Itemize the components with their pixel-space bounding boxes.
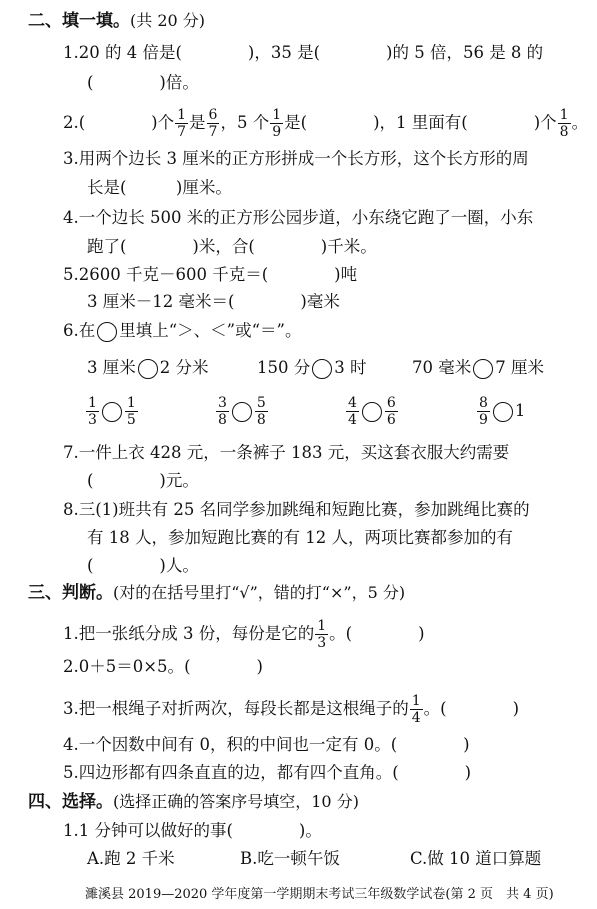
judge-item-3-num: 1 — [411, 693, 421, 709]
q6-r1c2-right: 3 时 — [334, 358, 367, 377]
q6-r2c1-b-num: 1 — [126, 395, 136, 411]
choice-q1-stem: 1.1 分钟可以做好的事( )。 — [63, 821, 322, 840]
section-3-note: (对的在括号里打“√”，错的打“×”，5 分) — [113, 583, 406, 602]
q2-fraction-2 — [207, 108, 220, 139]
q2-part2: 是 — [189, 113, 206, 132]
judge-item-3 — [63, 694, 519, 725]
section-4-note: (选择正确的答案序号填空，10 分) — [113, 792, 359, 811]
q5-line2: 3 厘米－12 毫米＝( )毫米 — [87, 292, 340, 311]
q6-compare-3 — [412, 357, 544, 379]
q2-part4: 是( )，1 里面有( )个 — [284, 113, 557, 132]
judge-item-3-text: 3.把一根绳子对折两次，每段长都是这根绳子的 — [63, 699, 409, 718]
answer-circle-icon[interactable] — [232, 402, 252, 422]
q6-r1c3-left: 70 毫米 — [412, 358, 472, 377]
q2-fraction-3 — [270, 108, 283, 139]
q6-r2c1-a-num: 1 — [88, 395, 97, 411]
answer-circle-icon[interactable] — [102, 402, 122, 422]
q2-part5: 。 — [571, 113, 589, 132]
answer-circle-icon[interactable] — [362, 402, 382, 422]
q6-r2c2-b — [255, 396, 268, 427]
q3-line1: 3.用两个边长 3 厘米的正方形拼成一个长方形，这个长方形的周 — [63, 149, 529, 168]
q4-line1: 4.一个边长 500 米的正方形公园步道，小东绕它跑了一圈，小东 — [63, 208, 534, 227]
q7-line2: ( )元。 — [87, 471, 199, 490]
q8-line3: ( )人。 — [87, 556, 199, 575]
q6-r2c1-b-den: 5 — [126, 412, 136, 428]
q6-r2c1-a — [86, 396, 99, 427]
q6-title — [63, 320, 302, 342]
judge-item-1-num: 1 — [317, 618, 327, 634]
choice-option-b[interactable]: B.吃一顿午饭 — [240, 849, 340, 868]
q2-f3-num: 1 — [272, 107, 282, 123]
judge-item-1 — [63, 619, 425, 650]
q6-r2c4-a-den: 9 — [479, 412, 488, 428]
q2-part1: 2.( )个 — [63, 113, 175, 132]
q8-line1: 8.三(1)班共有 25 名同学参加跳绳和短跑比赛，参加跳绳比赛的 — [63, 500, 530, 519]
q6-r2c2-a-den: 8 — [218, 412, 227, 428]
q6-r2c2-b-num: 5 — [256, 395, 266, 411]
judge-item-4-text: 4.一个因数中间有 0，积的中间也一定有 0。 — [63, 735, 391, 754]
q2-f2-den: 7 — [208, 124, 218, 140]
judge-item-3-den: 4 — [411, 710, 421, 726]
q6-r2c3-b — [385, 396, 398, 427]
answer-circle-icon[interactable] — [493, 402, 513, 422]
judge-item-2-text: 2.0＋5＝0×5。 — [63, 657, 185, 676]
q6-r2c2-a — [216, 396, 229, 427]
q6-compare-7 — [476, 396, 525, 427]
judge-item-1-bracket[interactable]: 。( ) — [329, 624, 425, 643]
q6-r2c4-a — [477, 396, 490, 427]
q4-line2: 跑了( )米，合( )千米。 — [87, 237, 377, 256]
q2-f4-den: 8 — [559, 124, 569, 140]
section-4-heading — [28, 791, 359, 813]
q6-r1c2-left: 150 分 — [257, 358, 311, 377]
q1-line1: 1.20 的 4 倍是( )，35 是( )的 5 倍，56 是 8 的 — [63, 43, 544, 62]
q6-title-rest: 里填上“＞、＜”或“＝”。 — [119, 321, 302, 340]
q6-compare-2 — [257, 357, 367, 379]
q6-r2c3-a-den: 4 — [348, 412, 357, 428]
q6-r1c1-right: 2 分米 — [159, 358, 209, 377]
page-footer: 濉溪县 2019—2020 学年度第一学期期末考试三年级数学试卷(第 2 页 共 4 页) — [85, 887, 554, 902]
compare-circle-icon — [97, 322, 117, 342]
q8-line2: 有 18 人，参加短跑比赛的有 12 人，两项比赛都参加的有 — [87, 528, 513, 547]
q2-f3-den: 9 — [272, 124, 282, 140]
section-3-title: 三、判断。 — [28, 583, 113, 603]
section-3-heading — [28, 582, 405, 604]
section-2-title: 二、填一填。 — [28, 11, 130, 31]
section-4-title: 四、选择。 — [28, 792, 113, 812]
q6-compare-5 — [215, 396, 269, 427]
q6-r2c1-a-den: 3 — [88, 412, 97, 428]
judge-item-3-fraction — [410, 694, 423, 725]
q6-r2c4-a-num: 8 — [479, 395, 488, 411]
q6-compare-1 — [87, 357, 209, 379]
q6-compare-6 — [345, 396, 399, 427]
q2-fraction-1 — [175, 108, 188, 139]
judge-item-1-fraction — [315, 619, 328, 650]
q6-r2c4-b-whole: 1 — [514, 401, 526, 420]
choice-option-a[interactable]: A.跑 2 千米 — [87, 849, 175, 868]
judge-item-2-bracket[interactable]: ( ) — [184, 657, 263, 676]
q3-line2: 长是( )厘米。 — [87, 178, 232, 197]
answer-circle-icon[interactable] — [473, 359, 493, 379]
q2-line — [63, 108, 588, 139]
judge-item-5-text: 5.四边形都有四条直直的边，都有四个直角。 — [63, 763, 393, 782]
q2-fraction-4 — [558, 108, 571, 139]
judge-item-2 — [63, 656, 263, 678]
q6-title-start: 6.在 — [63, 321, 96, 340]
answer-circle-icon[interactable] — [138, 359, 158, 379]
q1-line2: ( )倍。 — [87, 73, 199, 92]
q6-r2c1-b — [125, 396, 138, 427]
q2-f1-num: 1 — [177, 107, 187, 123]
q2-f1-den: 7 — [177, 124, 187, 140]
q2-part3: ，5 个 — [220, 113, 270, 132]
judge-item-4-bracket[interactable]: ( ) — [390, 735, 470, 754]
q6-r2c2-b-den: 8 — [256, 412, 266, 428]
q6-r1c1-left: 3 厘米 — [87, 358, 136, 377]
judge-item-5-bracket[interactable]: ( ) — [392, 763, 472, 782]
q6-r2c3-a-num: 4 — [348, 395, 357, 411]
judge-item-4 — [63, 734, 470, 756]
q6-r2c2-a-num: 3 — [218, 395, 227, 411]
q6-compare-4 — [85, 396, 139, 427]
judge-item-3-bracket[interactable]: 。( ) — [423, 699, 520, 718]
q6-r2c3-b-num: 6 — [386, 395, 396, 411]
answer-circle-icon[interactable] — [312, 359, 332, 379]
choice-option-c[interactable]: C.做 10 道口算题 — [410, 849, 542, 868]
judge-item-1-text: 1.把一张纸分成 3 份，每份是它的 — [63, 624, 315, 643]
judge-item-1-den: 3 — [317, 635, 327, 651]
q6-r2c3-a — [346, 396, 359, 427]
section-2-note: (共 20 分) — [130, 11, 206, 30]
judge-item-5 — [63, 762, 471, 784]
q6-r2c3-b-den: 6 — [386, 412, 396, 428]
q7-line1: 7.一件上衣 428 元，一条裤子 183 元，买这套衣服大约需要 — [63, 443, 510, 462]
q2-f2-num: 6 — [208, 107, 218, 123]
q6-r1c3-right: 7 厘米 — [495, 358, 544, 377]
q5-line1: 5.2600 千克－600 千克＝( )吨 — [63, 265, 358, 284]
section-2-heading — [28, 10, 205, 32]
q2-f4-num: 1 — [559, 107, 569, 123]
